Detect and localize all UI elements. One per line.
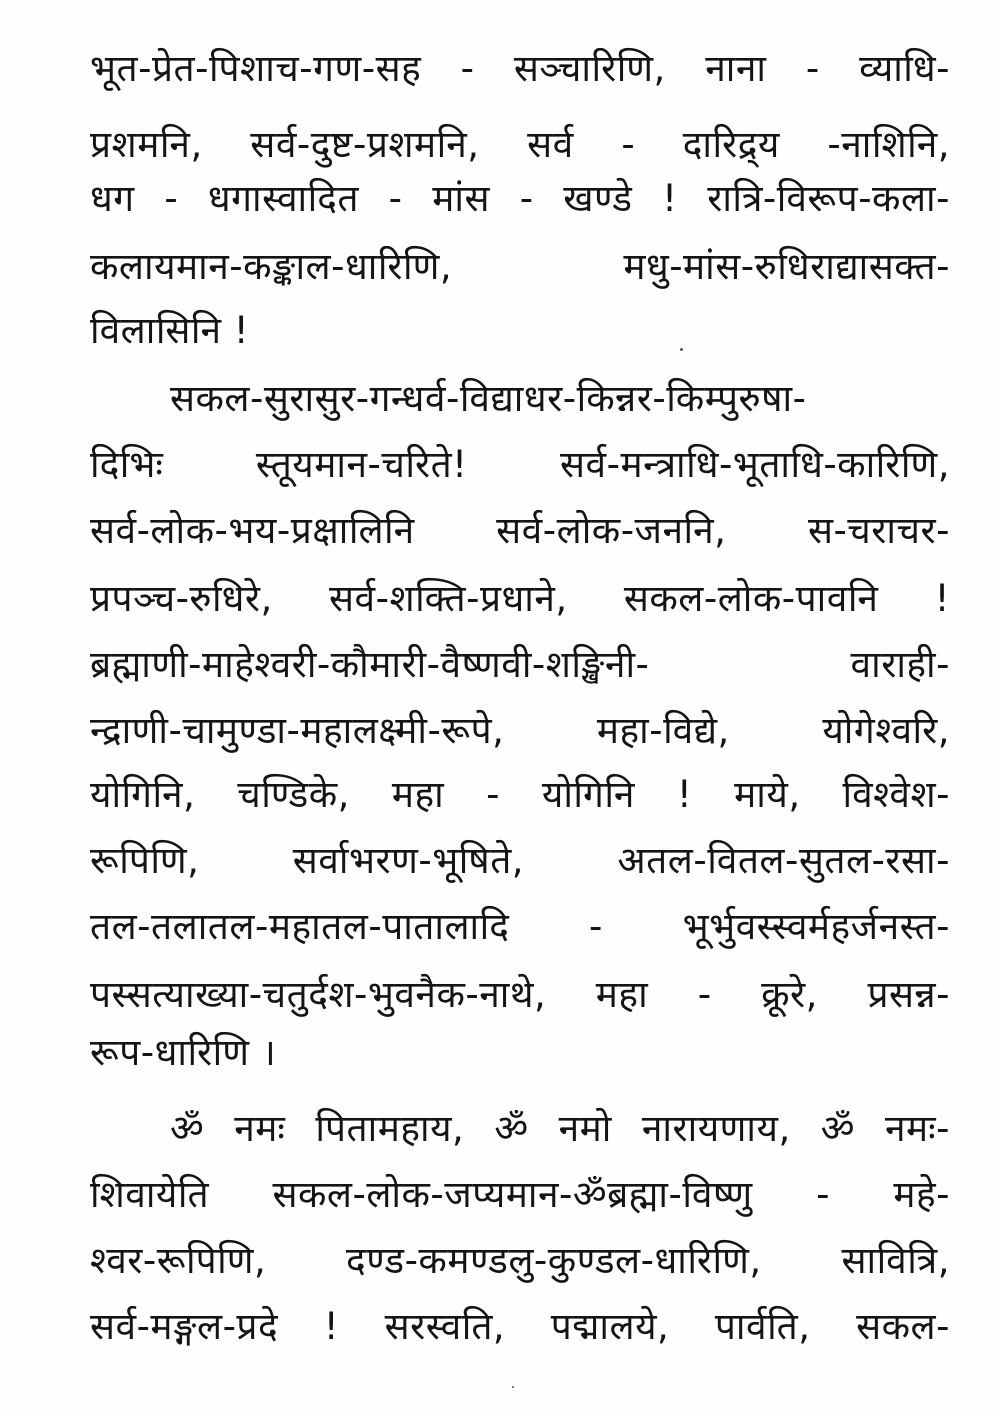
text-line xyxy=(90,302,249,360)
text-line xyxy=(90,702,950,760)
text-line xyxy=(90,116,950,174)
text-line xyxy=(90,570,950,628)
text-line xyxy=(90,1298,950,1356)
line-text: रूपिणि, सर्वाभरण-भूषिते, अतल-वितल-सुतल-रसा- xyxy=(90,839,950,882)
line-text: पस्सत्याख्या-चतुर्दश-भुवनैक-नाथे, महा - क्रूरे, प्रसन्न- xyxy=(90,973,950,1016)
line-text: दिभिः स्तूयमान-चरिते! सर्व-मन्त्राधि-भूताधि-कारिणि, xyxy=(90,443,950,486)
text-line xyxy=(90,1232,950,1290)
text-line xyxy=(90,238,950,296)
line-text: विलासिनि ! xyxy=(90,309,250,352)
text-line xyxy=(90,502,950,560)
line-text: श्वर-रूपिणि, दण्ड-कमण्डलु-कुण्डल-धारिणि, सावित्रि, xyxy=(90,1239,950,1282)
line-text: सर्व-लोक-भय-प्रक्षालिनि सर्व-लोक-जननि, स-चराचर- xyxy=(90,509,950,552)
text-line xyxy=(90,766,950,824)
line-text: ब्रह्माणी-माहेश्वरी-कौमारी-वैष्णवी-शङ्खिनी- वाराही- xyxy=(90,643,950,686)
line-text: धग - धगास्वादित - मांस - खण्डे ! रात्रि-विरूप-कला- xyxy=(90,177,950,220)
text-line xyxy=(170,370,950,428)
text-line xyxy=(90,436,950,494)
text-line xyxy=(90,636,950,694)
text-line xyxy=(90,832,950,890)
line-text: प्रशमनि, सर्व-दुष्ट-प्रशमनि, सर्व - दारिद्र्य -नाशिनि, xyxy=(90,123,950,166)
scan-speck xyxy=(512,1386,514,1388)
line-text: ॐ नमः पितामहाय, ॐ नमो नारायणाय, ॐ नमः- xyxy=(170,1107,950,1150)
text-line xyxy=(90,898,950,956)
line-text: सकल-सुरासुर-गन्धर्व-विद्याधर-किन्नर-किम्पुरुषा- xyxy=(170,377,807,420)
line-text: सर्व-मङ्गल-प्रदे ! सरस्वति, पद्मालये, पार्वति, सकल- xyxy=(90,1305,950,1348)
line-text: कलायमान-कङ्काल-धारिणि, मधु-मांस-रुधिराद्यासक्त- xyxy=(90,245,950,288)
line-text: रूप-धारिणि । xyxy=(90,1031,277,1074)
text-line xyxy=(90,1024,276,1082)
line-text: प्रपञ्च-रुधिरे, सर्व-शक्ति-प्रधाने, सकल-लोक-पावनि ! xyxy=(90,577,950,620)
scan-speck xyxy=(680,348,683,351)
line-text: शिवायेति सकल-लोक-जप्यमान-ॐब्रह्मा-विष्णु - महे- xyxy=(90,1173,950,1216)
line-text: योगिनि, चण्डिके, महा - योगिनि ! माये, विश्वेश- xyxy=(90,773,950,816)
text-line xyxy=(90,170,950,228)
text-line xyxy=(170,1100,950,1158)
text-line xyxy=(90,966,950,1024)
line-text: भूत-प्रेत-पिशाच-गण-सह - सञ्चारिणि, नाना - व्याधि- xyxy=(90,47,950,90)
line-text: तल-तलातल-महातल-पातालादि - भूर्भुवस्स्वर्महर्जनस्त- xyxy=(90,905,950,948)
text-line xyxy=(90,40,950,98)
text-line xyxy=(90,1166,950,1224)
line-text: न्द्राणी-चामुण्डा-महालक्ष्मी-रूपे, महा-विद्ये, योगेश्वरि, xyxy=(90,709,950,752)
